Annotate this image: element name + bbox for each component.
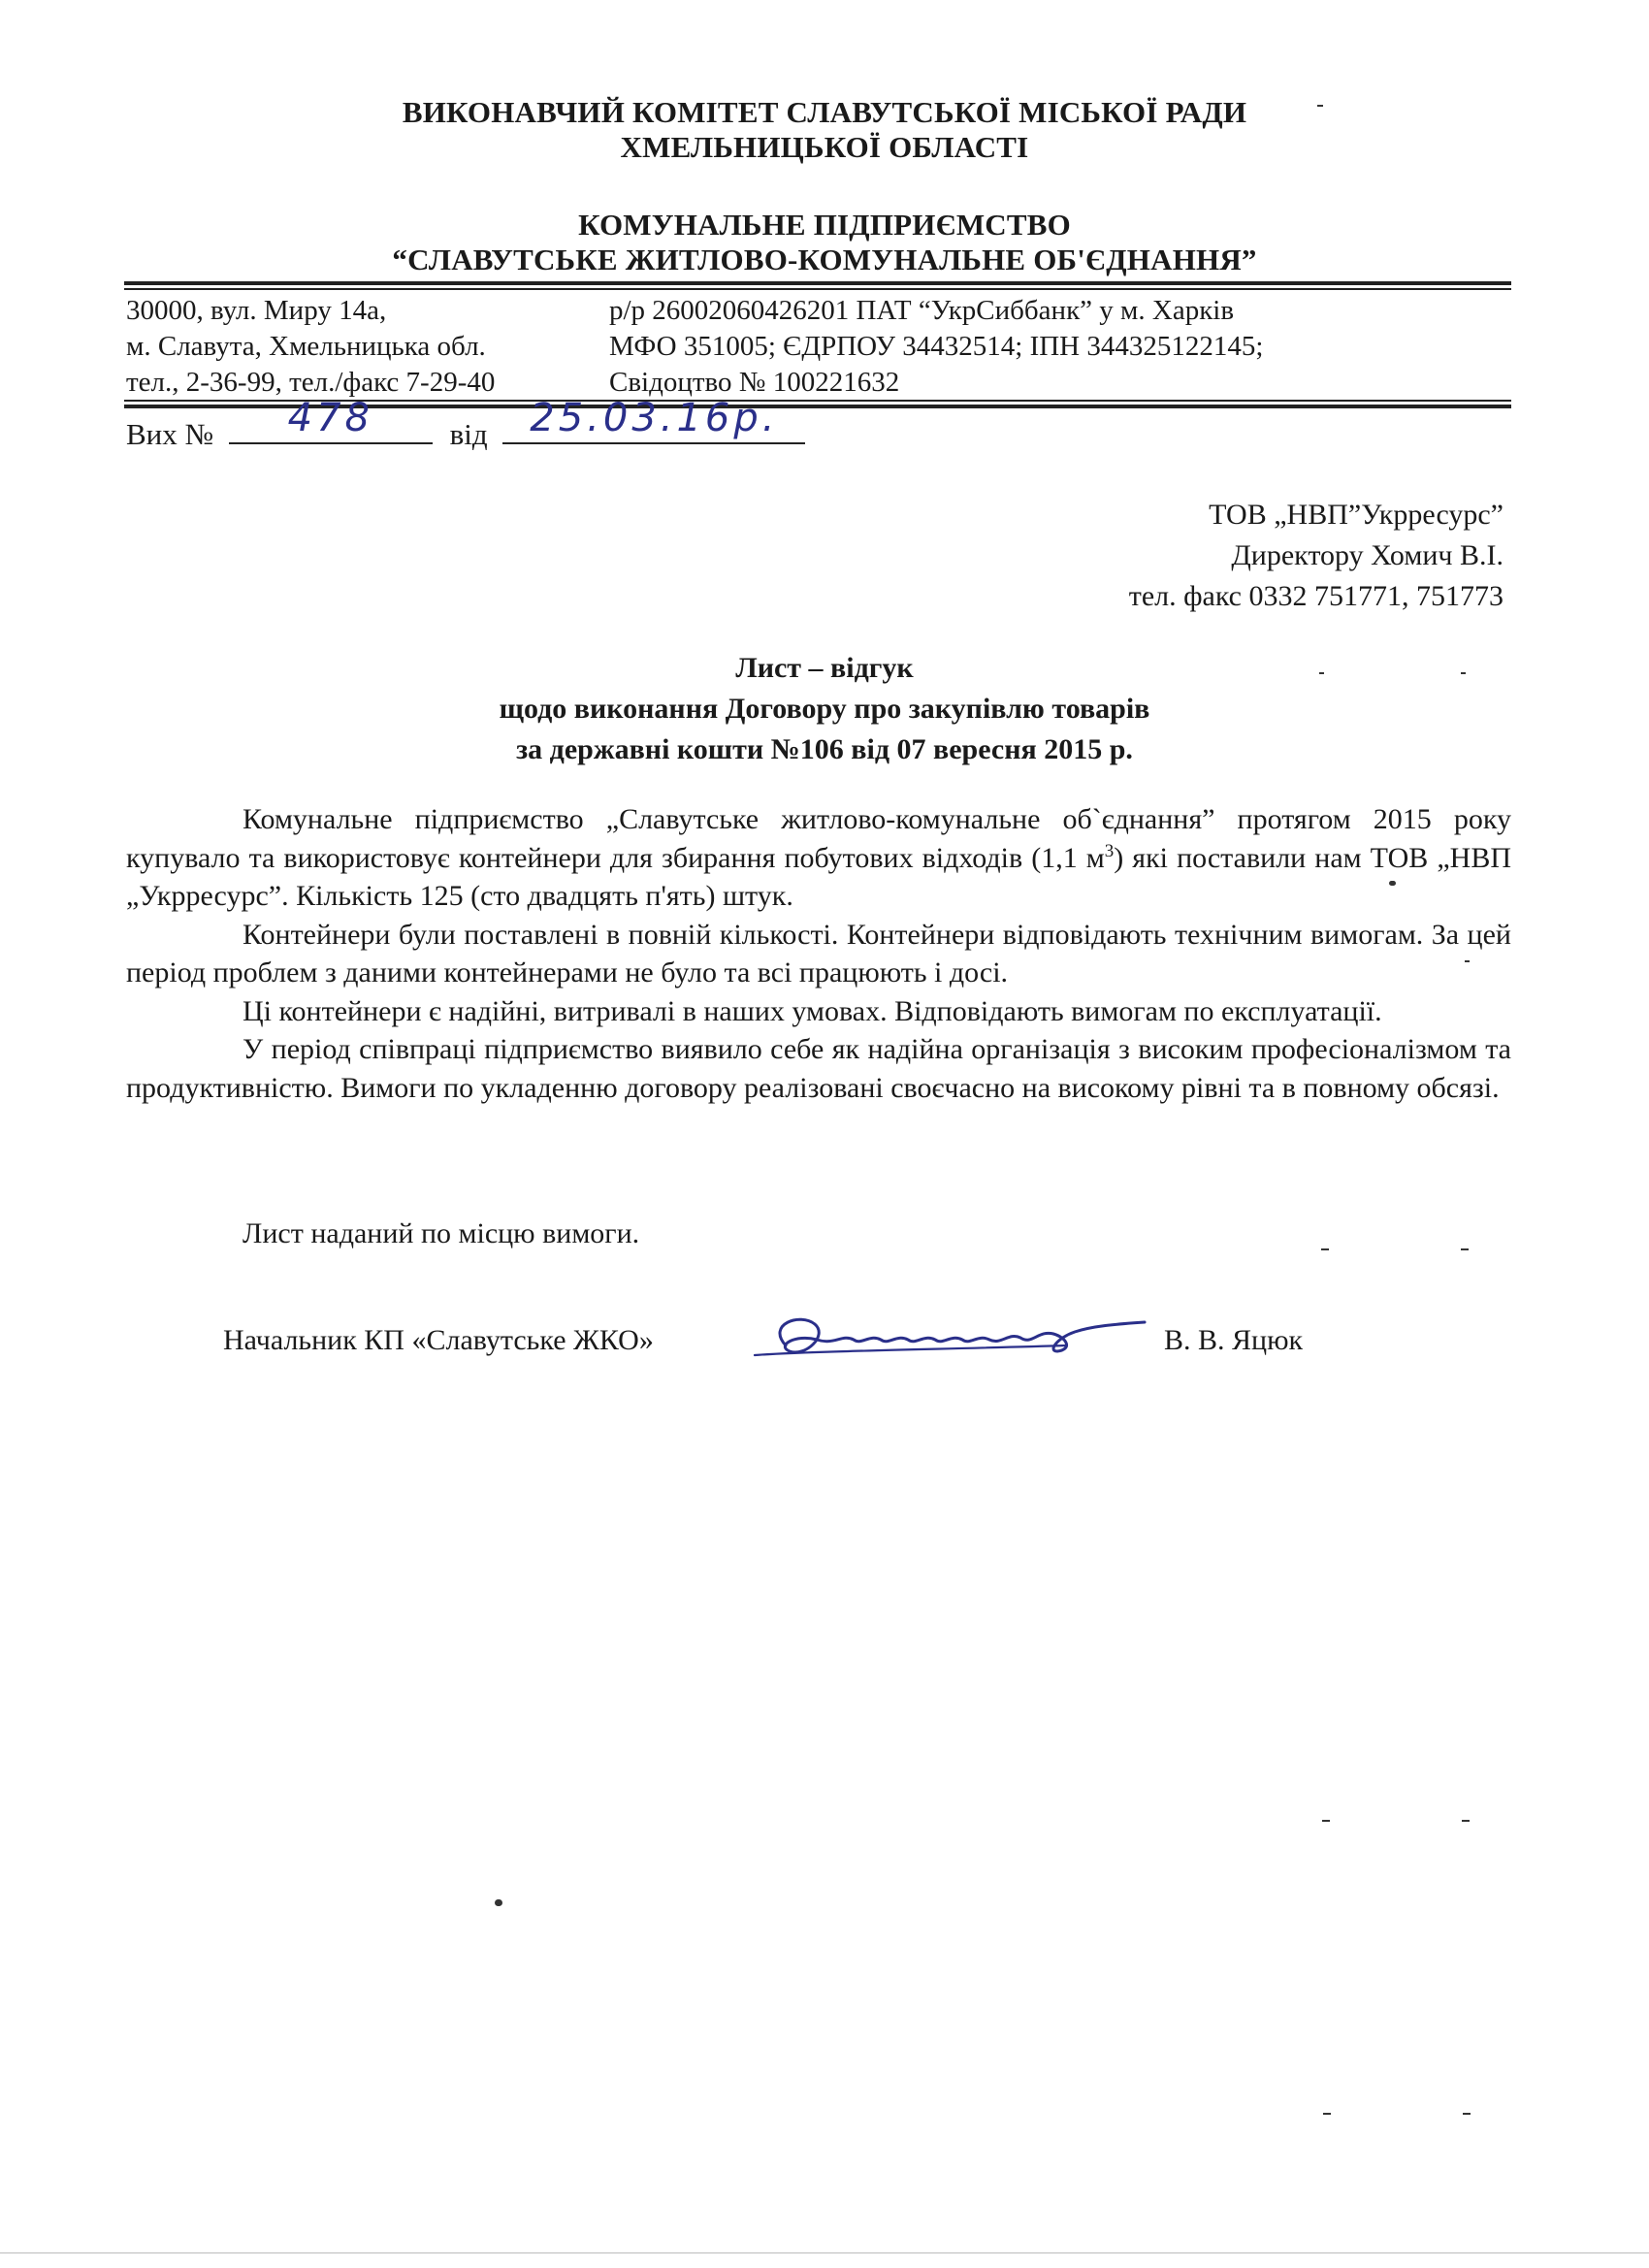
addressee-company: ТОВ „НВП”Укрресурс” xyxy=(1209,499,1504,531)
scan-speck xyxy=(1317,105,1323,107)
header-line-1: ВИКОНАВЧИЙ КОМІТЕТ СЛАВУТСЬКОЇ МІСЬКОЇ РАДИ xyxy=(402,95,1247,129)
outgoing-date-label: від xyxy=(449,417,488,451)
header-line-3: КОМУНАЛЬНЕ ПІДПРИЄМСТВО xyxy=(578,208,1071,242)
letter-body xyxy=(126,800,1511,1107)
paragraph-2: Контейнери були поставлені в повній кількості. Контейнери відповідають технічним вимогам. За цей період проблем з даними контейнерами не було та всі працюють і досі. xyxy=(126,918,1511,988)
outgoing-number-label: Вих № xyxy=(126,417,214,451)
handwritten-signature-icon xyxy=(747,1295,1154,1382)
scan-speck xyxy=(1465,960,1470,962)
letter-title-line-3: за державні кошти №106 від 07 вересня 2015 р. xyxy=(516,733,1133,765)
header-rule-top-thin xyxy=(124,288,1511,290)
signatory-name: В. В. Яцюк xyxy=(1164,1324,1304,1356)
scan-speck xyxy=(1321,1248,1329,1250)
header-line-2: ХМЕЛЬНИЦЬКОЇ ОБЛАСТІ xyxy=(620,130,1029,164)
addressee-director: Директору Хомич В.І. xyxy=(1231,539,1504,571)
scan-speck xyxy=(1462,1820,1470,1822)
letter-title-line-1: Лист – відгук xyxy=(735,652,914,684)
scan-speck xyxy=(1463,2113,1471,2115)
outgoing-number-field xyxy=(229,396,433,444)
scan-speck xyxy=(1322,1820,1330,1822)
codes-line: МФО 351005; ЄДРПОУ 34432514; ІПН 344325122145; xyxy=(609,331,1264,362)
scan-edge-line xyxy=(0,2252,1649,2253)
letter-title xyxy=(0,648,1649,770)
outgoing-date-field xyxy=(502,396,805,444)
requisites-left xyxy=(126,293,495,401)
scan-speck xyxy=(495,1899,502,1906)
address-line-1: 30000, вул. Миру 14а, xyxy=(126,295,387,326)
paragraph-1 xyxy=(126,800,1511,916)
paragraph-4: У період співпраці підприємство виявило себе як надійна організація з високим професіоналізмом та продуктивністю. Вимоги по укладенню договору реалізовані своєчасно на високому рівні та в повному обсязі. xyxy=(126,1033,1511,1104)
requisites-right xyxy=(609,293,1263,401)
paragraph-1-part-b: ) які поставили нам ТОВ „НВП „Укрресурс”. Кількість 125 (сто двадцять п'ять) штук. xyxy=(126,841,1512,912)
bank-account-line: р/р 26002060426201 ПАТ “УкрСиббанк” у м. Харків xyxy=(609,295,1235,326)
header-rule-top xyxy=(124,281,1511,285)
scan-speck xyxy=(1323,2113,1331,2115)
scan-speck xyxy=(1461,672,1466,674)
cubic-superscript: 3 xyxy=(1104,840,1115,861)
scan-speck xyxy=(1389,881,1396,886)
address-line-2: м. Славута, Хмельницька обл. xyxy=(126,331,486,362)
header-line-4: “СЛАВУТСЬКЕ ЖИТЛОВО-КОМУНАЛЬНЕ ОБ'ЄДНАННЯ” xyxy=(392,243,1257,276)
signatory-title: Начальник КП «Славутське ЖКО» xyxy=(223,1324,654,1356)
outgoing-number-handwritten: 478 xyxy=(287,396,374,440)
outgoing-reference xyxy=(126,396,805,452)
letter-title-line-2: щодо виконання Договору про закупівлю товарів xyxy=(499,693,1150,725)
paragraph-3: Ці контейнери є надійні, витривалі в наших умовах. Відповідають вимогам по експлуатації. xyxy=(242,994,1382,1027)
outgoing-date-handwritten: 25.03.16р. xyxy=(530,396,779,440)
scan-speck xyxy=(1461,1248,1469,1250)
scan-speck xyxy=(1319,672,1324,674)
certificate-line: Свідоцтво № 100221632 xyxy=(609,367,900,398)
address-line-3: тел., 2-36-99, тел./факс 7-29-40 xyxy=(126,367,496,398)
paragraph-1-part-a: Комунальне підприємство „Славутське житлово-комунальне об`єднання” протягом 2015 року купувало та використовує контейнери для збирання побутових відходів (1,1 м xyxy=(126,803,1511,874)
addressee-phone: тел. факс 0332 751771, 751773 xyxy=(1128,580,1504,612)
closing-line: Лист наданий по місцю вимоги. xyxy=(242,1217,640,1249)
addressee-block xyxy=(1129,495,1504,617)
